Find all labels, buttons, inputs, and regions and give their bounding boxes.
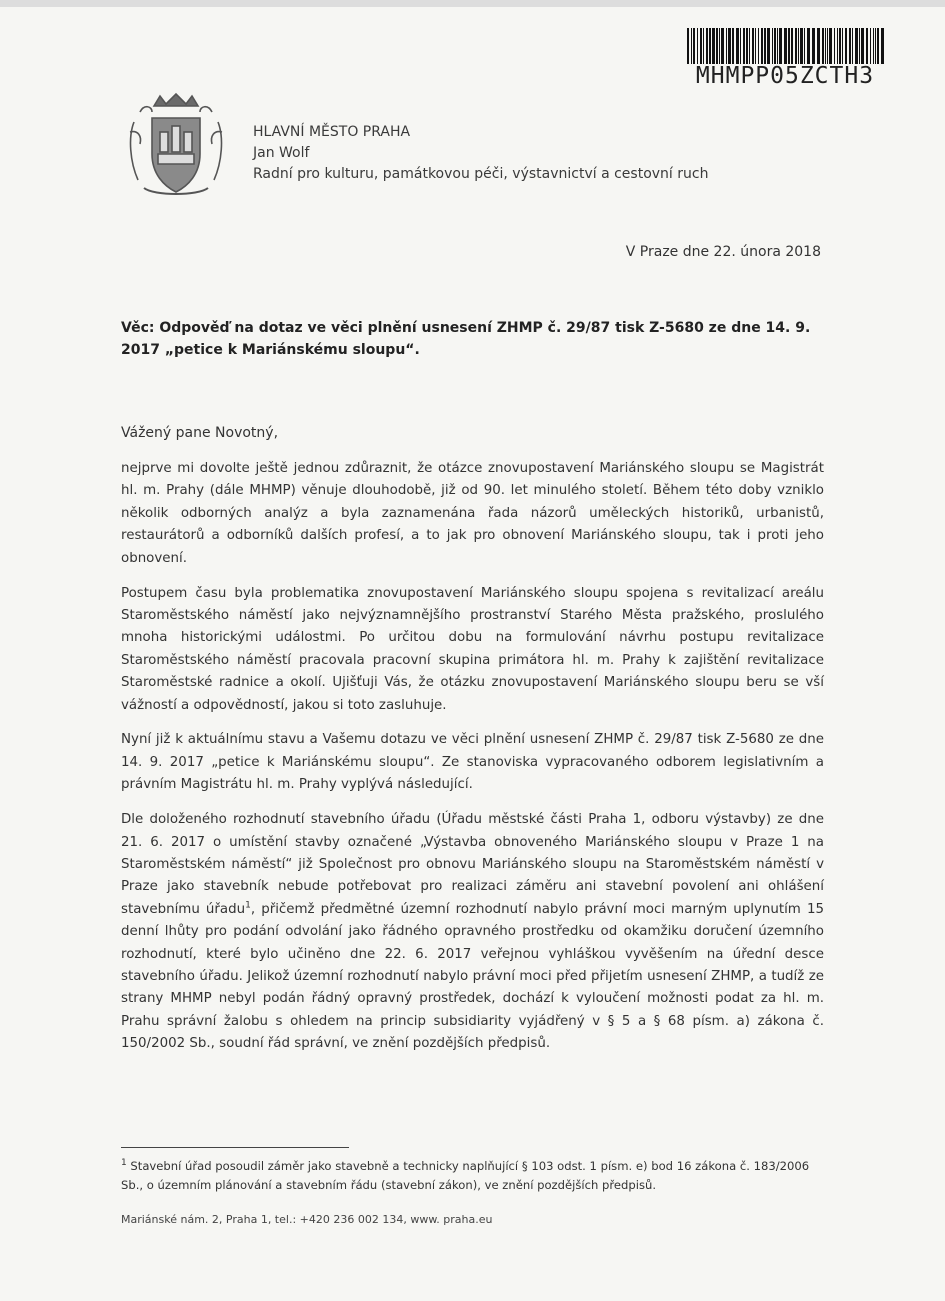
footer-contact: Mariánské nám. 2, Praha 1, tel.: +420 236 002 134, www. praha.eu (121, 1213, 493, 1226)
footnote-number: 1 (121, 1158, 127, 1169)
sender-name: Jan Wolf (253, 145, 310, 161)
org-name: HLAVNÍ MĚSTO PRAHA (253, 124, 411, 140)
paragraph-4-part-2: , přičemž předmětné územní rozhodnutí nabylo právní moci marným uplynutím 15 denní lhůty pro podání odvolání jako řádného opravného prostředku od okamžiku doručení územního rozhodnutí, které bylo učiněno dne 22. 6. 2017 veřejnou vyhláškou vyvěšením na úřední desce stavebního úřadu. Jelikož územní rozhodnutí nabylo právní moci před přijetím usnesení ZHMP, a tudíž ze strany MHMP nebyl podán řádný opravný prostředek, dochází k vyloučení možnosti podat za hl. m. Prahu správní žalobu s ohledem na princip subsidiarity vyjádřený v § 5 a § 68 písm. a) zákona č. 150/2002 Sb., soudní řád správní, ve znění pozdějších předpisů. (121, 901, 824, 1052)
footnote-reference: 1 (245, 900, 251, 911)
footnote (121, 1157, 824, 1195)
letter-body (121, 458, 824, 1068)
prague-coat-of-arms-icon (124, 92, 228, 202)
barcode-label (679, 24, 891, 96)
paragraph-3: Nyní již k aktuálnímu stavu a Vašemu dotazu ve věci plnění usnesení ZHMP č. 29/87 tisk Z-5680 ze dne 14. 9. 2017 „petice k Mariánskému sloupu“. Ze stanoviska vypracovaného odborem legislativním a právním Magistrátu hl. m. Prahy vyplývá následující. (121, 732, 824, 793)
greeting: Vážený pane Novotný, (121, 425, 279, 441)
letter-date: V Praze dne 22. února 2018 (625, 244, 821, 260)
barcode (687, 28, 885, 64)
barcode-code: MHMPP05ZCTH3 (695, 63, 875, 89)
sender-role: Radní pro kulturu, památkovou péči, výstavnictví a cestovní ruch (253, 166, 709, 182)
paragraph-1: nejprve mi dovolte ještě jednou zdůraznit, že otázce znovupostavení Mariánského sloupu se Magistrát hl. m. Prahy (dále MHMP) věnuje dlouhodobě, již od 90. let minulého století. Během této doby vzniklo několik odborných analýz a byla zaznamenána řada názorů uměleckých historiků, urbanistů, restaurátorů a odborníků dalších profesí, a to jak pro obnovení Mariánského sloupu, tak i proti jeho obnovení. (121, 461, 824, 566)
paragraph-2: Postupem času byla problematika znovupostavení Mariánského sloupu spojena s revitalizací areálu Staroměstského náměstí jako nejvýznamnějšího prostranství Starého Města pražského, proslulého mnoha historickými událostmi. Po určitou dobu na formulování návrhu postupu revitalizace Staroměstského náměstí pracovala pracovní skupina primátora hl. m. Prahy k zajištění revitalizace Staroměstské radnice a okolí. Ujišťuji Vás, že otázku znovupostavení Mariánského sloupu beru se vší vážností a odpovědností, jakou si toto zasluhuje. (121, 585, 824, 713)
paragraph-4 (121, 809, 824, 1055)
scan-edge (0, 0, 945, 7)
footnote-text: Stavební úřad posoudil záměr jako stavebně a technicky naplňující § 103 odst. 1 písm. e) bod 16 zákona č. 183/2006 Sb., o územním plánování a stavebním řádu (stavební zákon), ve znění pozdějších předpisů. (121, 1159, 810, 1192)
sender-block (253, 122, 708, 185)
footnote-divider (121, 1147, 349, 1148)
letter-subject: Věc: Odpověď na dotaz ve věci plnění usnesení ZHMP č. 29/87 tisk Z-5680 ze dne 14. 9. 2017 „petice k Mariánskému sloupu“. (121, 320, 811, 358)
paragraph-4-part-1: Dle doloženého rozhodnutí stavebního úřadu (Úřadu městské části Praha 1, odboru výstavby) ze dne 21. 6. 2017 o umístění stavby označené „Výstavba obnoveného Mariánského sloupu v Praze 1 na Staroměstském náměstí“ již Společnost pro obnovu Mariánského sloupu na Staroměstském náměstí v Praze jako stavebník nebude potřebovat pro realizaci záměru ani stavební povolení ani ohlášení stavebnímu úřadu (121, 812, 824, 917)
